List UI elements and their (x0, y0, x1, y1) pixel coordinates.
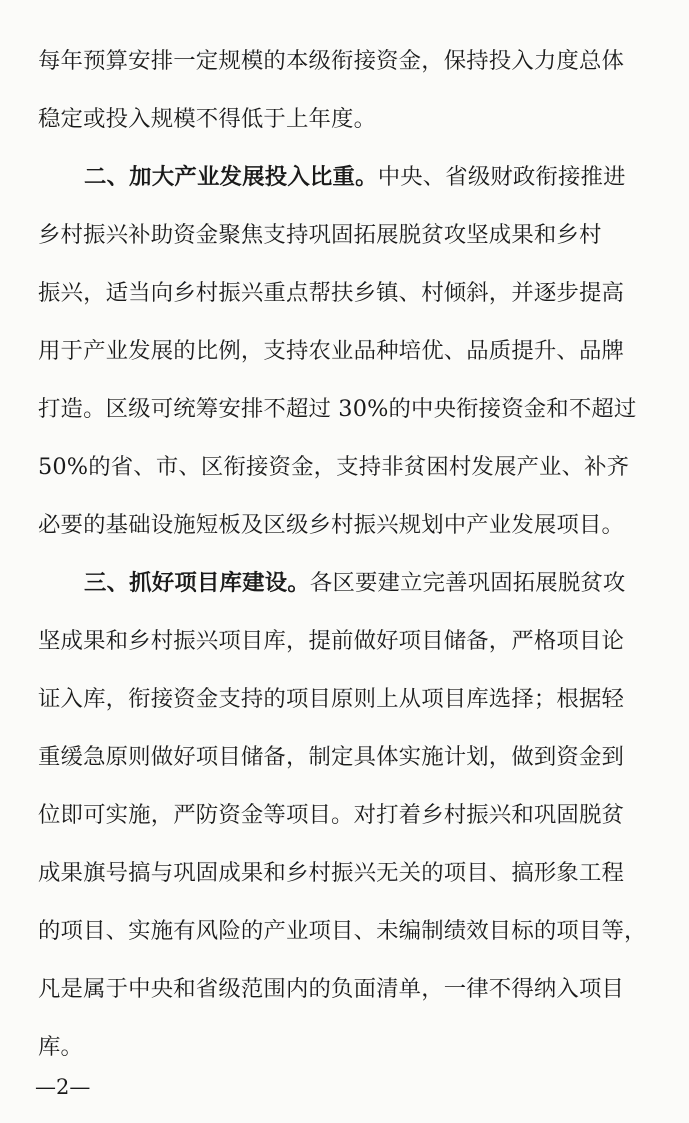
line-text: 打造。区级可统筹安排不超过 30%的中央衔接资金和不超过 (38, 396, 637, 422)
line-text: 振兴，适当向乡村振兴重点帮扶乡镇、村倾斜，并逐步提高 (38, 280, 625, 306)
body-line-14 (0, 786, 689, 844)
section-heading: 二、加大产业发展投入比重。 (84, 164, 378, 190)
body-line-17 (0, 960, 689, 1018)
section-heading: 三、抓好项目库建设。 (84, 570, 310, 596)
body-line-15 (0, 844, 689, 902)
page-number: —2— (35, 1075, 91, 1099)
line-text: 中央、省级财政衔接推进 (377, 164, 626, 190)
body-line-2 (0, 90, 689, 148)
line-text: 用于产业发展的比例，支持农业品种培优、品质提升、品牌 (38, 338, 625, 364)
line-text: 坚成果和乡村振兴项目库，提前做好项目储备，严格项目论 (38, 628, 625, 654)
line-text: 乡村振兴补助资金聚焦支持巩固拓展脱贫攻坚成果和乡村 (38, 222, 602, 248)
body-line-1 (0, 32, 689, 90)
body-line-12 (0, 670, 689, 728)
body-line-4 (0, 206, 689, 264)
body-line-18 (0, 1018, 689, 1076)
line-text: 库。 (38, 1034, 84, 1060)
line-text: 50%的省、市、区衔接资金，支持非贫困村发展产业、补齐 (38, 454, 630, 480)
body-line-7 (0, 380, 689, 438)
section-3-heading-line (0, 554, 689, 612)
line-text: 各区要建立完善巩固拓展脱贫攻 (309, 570, 626, 596)
line-text: 凡是属于中央和省级范围内的负面清单，一律不得纳入项目 (38, 976, 625, 1002)
body-line-16 (0, 902, 689, 960)
body-line-9 (0, 496, 689, 554)
line-text: 每年预算安排一定规模的本级衔接资金，保持投入力度总体 (38, 48, 625, 74)
line-text: 重缓急原则做好项目储备，制定具体实施计划，做到资金到 (38, 744, 625, 770)
body-line-8 (0, 438, 689, 496)
body-line-5 (0, 264, 689, 322)
line-text: 稳定或投入规模不得低于上年度。 (38, 106, 377, 132)
line-text: 必要的基础设施短板及区级乡村振兴规划中产业发展项目。 (38, 512, 625, 538)
body-line-13 (0, 728, 689, 786)
body-line-6 (0, 322, 689, 380)
line-text: 成果旗号搞与巩固成果和乡村振兴无关的项目、搞形象工程 (38, 860, 625, 886)
line-text: 证入库，衔接资金支持的项目原则上从项目库选择；根据轻 (38, 686, 625, 712)
body-line-11 (0, 612, 689, 670)
section-2-heading-line (0, 148, 689, 206)
line-text: 位即可实施，严防资金等项目。对打着乡村振兴和巩固脱贫 (38, 802, 625, 828)
line-text: 的项目、实施有风险的产业项目、未编制绩效目标的项目等， (38, 918, 647, 944)
